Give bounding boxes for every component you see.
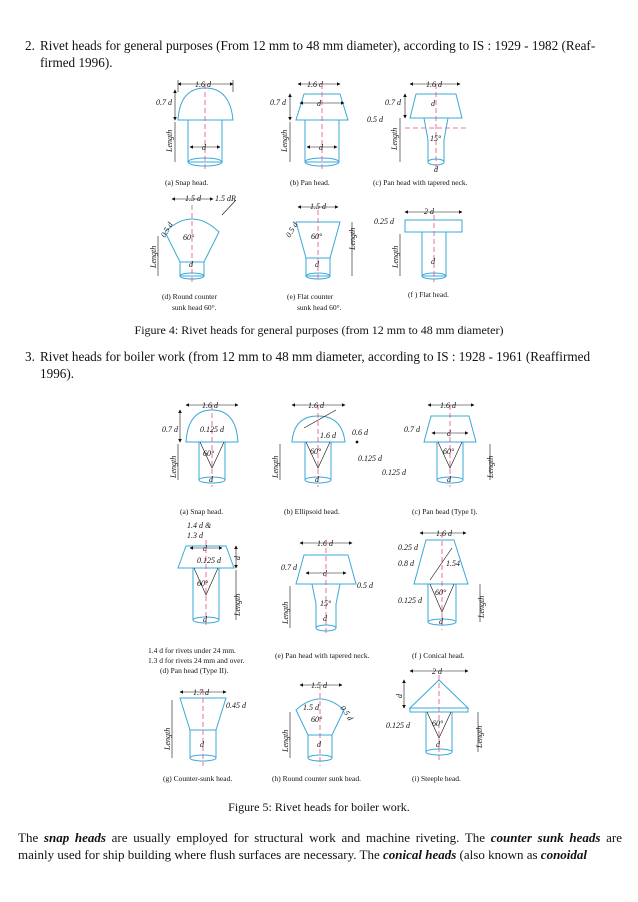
fig4d-dim-15d: 1.5 d [185,194,201,203]
term-counter-sunk-heads: counter sunk heads [490,830,601,845]
fig4c-dim-16d: 1.6 d [426,80,442,89]
fig5c-length: Length [486,455,495,478]
section-2-line-1: Rivet heads for general purposes (From 12 mm to 48 mm diameter), according to IS : 1929 - 1982 (Reaf- [40,38,596,53]
figure-5-drawing [0,390,638,820]
fig5-caption-g: (g) Counter-sunk head. [163,774,233,783]
fig5i-dim-0125d: 0.125 d [386,721,410,730]
fig5c-angle: 60° [443,447,455,456]
fig4b-length: Length [280,129,289,152]
fig4-caption-f: (f ) Flat head. [408,290,449,299]
fig5h-d: d [317,740,321,749]
fig5i-length: Length [475,725,484,748]
fig5-caption-c: (c) Pan head (Type I). [412,507,478,516]
section-3-heading [25,348,625,382]
fig5c-dim-0125d: 0.125 d [382,468,406,477]
fig4-caption-d-2: sunk head 60°. [172,303,217,312]
fig5g-length: Length [163,727,172,750]
fig5f-angle: 60° [435,588,447,597]
fig4c-dim-05d: 0.5 d [367,115,383,124]
body-text-1: The [18,830,44,845]
fig5-pan-head-tapered [275,539,374,660]
fig5e-angle: 15° [320,599,332,608]
fig4-pan-head [270,80,348,187]
fig5e-dim-05d: 0.5 d [357,581,373,590]
fig4b-d2: d [319,143,323,152]
fig5f-dim-154: 1.54 [446,559,460,568]
fig5h-length: Length [281,729,290,752]
fig5-caption-b: (b) Ellipsoid head. [284,507,340,516]
fig5f-dim-0125d: 0.125 d [398,596,422,605]
fig5d-dim-13d: 1.3 d [187,531,203,540]
fig5-caption-i: (i) Steeple head. [412,774,461,783]
fig5i-dim-2d: 2 d [432,667,442,676]
fig4-caption-c: (c) Pan head with tapered neck. [373,178,468,187]
fig5-caption-e: (e) Pan head with tapered neck. [275,651,370,660]
fig5e-length: Length [281,601,290,624]
fig4-round-counter-sunk [149,194,236,312]
fig5a-dim-07d: 0.7 d [162,425,178,434]
fig4d-length: Length [149,245,158,268]
fig5i-angle: 60° [432,719,444,728]
figure-4-drawing [0,0,638,330]
fig4-caption-b: (b) Pan head. [290,178,330,187]
fig4a-dim-07d: 0.7 d [156,98,172,107]
fig4d-dim-05d: 0.5 d [158,220,175,239]
fig5a-length: Length [169,455,178,478]
fig5b-dim-16d-inner: 1.6 d [320,431,336,440]
fig5e-dim-07d: 0.7 d [281,563,297,572]
body-text-4: (also known as [456,847,541,862]
fig5b-dim-06d: 0.6 d [352,428,368,437]
term-snap-heads: snap heads [43,830,106,845]
body-paragraph [18,829,622,863]
fig4-caption-e-2: sunk head 60°. [297,303,342,312]
fig5d-d: d [203,615,207,624]
fig5d-dim-0125d: 0.125 d [197,556,221,565]
fig5h-dim-15d-inner: 1.5 d [303,703,319,712]
term-conical-heads: conical heads [382,847,457,862]
fig4e-d: d [315,260,319,269]
fig5b-length: Length [271,455,280,478]
fig5-steeple-head [386,667,484,783]
figure-5-caption: Figure 5: Rivet heads for boiler work. [228,800,410,814]
fig4a-length: Length [165,129,174,152]
term-conoidal: conoidal [540,847,588,862]
fig5b-d: d [315,475,319,484]
fig4b-dim-07d: 0.7 d [270,98,286,107]
fig5h-dim-05d: 0.5 d [338,703,355,723]
section-3-line-2: 1996). [40,366,75,381]
fig5a-d: d [209,475,213,484]
fig5d-note-1: 1.4 d for rivets under 24 mm. [148,646,236,655]
fig4f-dim-025d: 0.25 d [374,217,394,226]
fig5-pan-head-type2 [148,521,245,675]
fig5-conical-head [398,529,486,660]
fig5b-dim-16d: 1.6 d [308,401,324,410]
fig4-pan-head-tapered [367,80,468,187]
fig4e-dim-05d: 0.5 d [283,220,300,239]
fig5d-dim-14d: 1.4 d & [187,521,212,530]
fig5-caption-f: (f ) Conical head. [412,651,465,660]
fig5-ellipsoid-head [271,401,383,516]
section-2-line-2: firmed 1996). [40,55,113,70]
fig4f-dim-2d: 2 d [424,207,434,216]
fig5f-dim-025d: 0.25 d [398,543,418,552]
fig5e-d: d [323,614,327,623]
figure-4-caption: Figure 4: Rivet heads for general purposes (from 12 mm to 48 mm diameter) [134,323,504,337]
fig4-caption-d-1: (d) Round counter [162,292,217,301]
fig5c-d-top: d [447,429,451,438]
fig4e-dim-15d: 1.5 d [310,202,326,211]
fig4c-length: Length [390,127,399,150]
fig5a-dim-16d: 1.6 d [202,401,218,410]
fig4a-d: d [202,143,206,152]
fig5d-length: Length [233,593,242,616]
fig5e-dim-16d: 1.6 d [317,539,333,548]
fig4d-dim-15dR: 1.5 dR [215,194,236,203]
fig4f-d: d [431,257,435,266]
section-3-line-1: Rivet heads for boiler work (from 12 mm to 48 mm diameter, according to IS : 1928 - 1961 (Reaffirmed [40,349,591,364]
fig4d-angle: 60° [183,233,195,242]
fig5h-angle: 60° [311,715,323,724]
fig5g-d: d [200,740,204,749]
fig5c-dim-16d: 1.6 d [440,401,456,410]
fig5-counter-sunk-head [163,688,247,783]
fig5-caption-d: (d) Pan head (Type II). [160,666,229,675]
fig4d-d: d [189,260,193,269]
fig5-caption-h: (h) Round counter sunk head. [272,774,361,783]
body-text-3: are mainly used for ship building where flush surfaces are necessary. The [18,830,623,862]
fig5a-angle: 60° [203,449,215,458]
fig5g-dim-045d: 0.45 d [226,701,246,710]
fig5f-dim-16d: 1.6 d [436,529,452,538]
section-3-number: 3. [25,349,35,364]
fig4c-angle: 15° [430,134,442,143]
fig4e-length: Length [348,227,357,250]
fig4c-d: d [431,99,435,108]
fig5i-d: d [436,740,440,749]
fig4-caption-e-1: (e) Flat counter [287,292,334,301]
fig5h-dim-15d: 1.5 d [311,681,327,690]
fig4-flat-counter-sunk [284,202,357,312]
fig5g-dim-17d: 1.7 d [193,688,209,697]
fig4b-d: d [317,99,321,108]
fig5d-angle: 60° [197,579,209,588]
fig5f-d: d [439,617,443,626]
fig5f-dim-08d: 0.8 d [398,559,414,568]
fig5d-note-2: 1.3 d for rivets 24 mm and over. [148,656,245,665]
fig4b-dim-16d: 1.6 d [307,80,323,89]
fig5a-dim-0125d: 0.125 d [200,425,224,434]
fig5c-d: d [447,475,451,484]
fig5-caption-a: (a) Snap head. [180,507,224,516]
fig4-caption-a: (a) Snap head. [165,178,209,187]
fig5d-d-side: d [233,556,242,560]
section-2-number: 2. [25,38,35,53]
fig4-flat-head [374,207,462,299]
fig5i-d-side: d [395,694,404,698]
fig5c-dim-07d: 0.7 d [404,425,420,434]
fig5e-d-top: d [323,569,327,578]
fig5-round-counter-sunk-head [272,681,361,783]
fig5f-length: Length [477,595,486,618]
fig4c-d2: d [434,165,438,174]
fig5b-dim-0125d: 0.125 d [358,454,382,463]
fig5b-angle: 60° [310,447,322,456]
fig5-snap-head [162,401,238,516]
fig5d-d-top: d [203,544,207,553]
fig4-snap-head [156,80,233,187]
fig5-pan-head-type1 [382,401,495,516]
fig4a-dim-16d: 1.6 d [195,80,211,89]
body-text-2: are usually employed for structural work and machine riveting. The [105,830,491,845]
fig4e-angle: 60° [311,232,323,241]
fig4f-length: Length [391,245,400,268]
fig4c-dim-07d: 0.7 d [385,98,401,107]
